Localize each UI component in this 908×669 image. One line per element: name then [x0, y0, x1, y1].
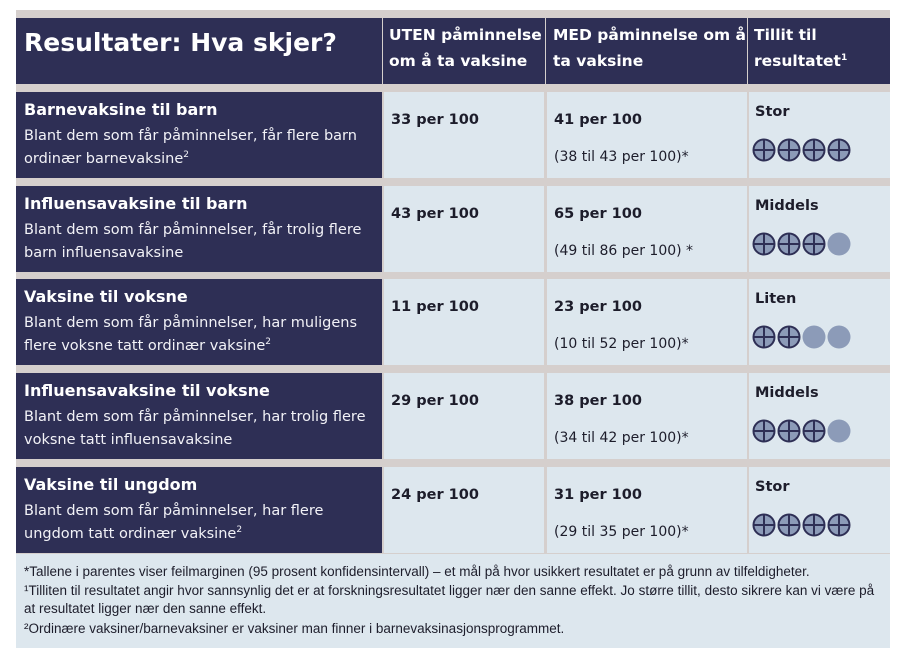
trust-dot-filled-icon	[777, 513, 801, 537]
outcome-label	[16, 279, 382, 365]
cell-trust	[749, 92, 890, 178]
outcome-description: Blant dem som får påminnelser, har muligens flere voksne tatt ordinær vaksine$^2$	[24, 315, 358, 354]
confidence-interval: (29 til 35 per 100)*	[554, 524, 689, 540]
cell-uten	[384, 467, 544, 553]
cell-med	[547, 373, 747, 459]
trust-level-label: Stor	[755, 104, 790, 120]
confidence-interval: (38 til 43 per 100)*	[554, 149, 689, 165]
trust-dot-filled-icon	[827, 513, 851, 537]
trust-dot-filled-icon	[802, 138, 826, 162]
trust-dot-filled-icon	[752, 513, 776, 537]
cell-med	[547, 467, 747, 553]
footnote-trust: ¹Tilliten til resultatet angir hvor sannsynlig det er at forskningsresultatet ligger nær den sanne effekt. Jo større tillit, desto sikrere kan vi være på at resultatet ligger nær den sanne effekt.	[24, 583, 875, 616]
trust-dot-filled-icon	[752, 419, 776, 443]
cell-uten	[384, 186, 544, 272]
cell-uten	[384, 92, 544, 178]
cell-trust	[749, 186, 890, 272]
value-med: 23 per 100	[554, 299, 642, 315]
outcome-title: Influensavaksine til barn	[24, 194, 248, 213]
cell-trust	[749, 467, 890, 553]
trust-dot-empty-icon	[827, 419, 851, 443]
cell-uten	[384, 279, 544, 365]
outcome-label	[16, 467, 382, 553]
trust-dot-empty-icon	[827, 232, 851, 256]
trust-dot-filled-icon	[752, 325, 776, 349]
trust-dot-filled-icon	[802, 513, 826, 537]
cell-trust	[749, 279, 890, 365]
trust-dot-filled-icon	[777, 419, 801, 443]
header-divider	[545, 18, 546, 84]
cell-med	[547, 186, 747, 272]
result-row	[16, 373, 890, 459]
trust-level-label: Middels	[755, 198, 819, 214]
outcome-description: Blant dem som får påminnelser, får trolig flere barn influensavaksine	[24, 222, 362, 261]
value-med: 65 per 100	[554, 206, 642, 222]
confidence-interval: (49 til 86 per 100) *	[554, 243, 694, 259]
table-header	[16, 18, 890, 84]
outcome-title: Influensavaksine til voksne	[24, 381, 270, 400]
outcome-description: Blant dem som får påminnelser, får flere barn ordinær barnevaksine$^2$	[24, 128, 357, 167]
cell-trust	[749, 373, 890, 459]
trust-dot-filled-icon	[777, 232, 801, 256]
value-med: 31 per 100	[554, 487, 642, 503]
outcome-label	[16, 92, 382, 178]
trust-dot-filled-icon	[777, 325, 801, 349]
value-uten: 24 per 100	[391, 487, 479, 503]
confidence-interval: (10 til 52 per 100)*	[554, 336, 689, 352]
trust-dot-filled-icon	[802, 232, 826, 256]
value-uten: 43 per 100	[391, 206, 479, 222]
header-divider	[382, 18, 383, 84]
trust-level-label: Middels	[755, 385, 819, 401]
trust-dot-filled-icon	[777, 138, 801, 162]
page-title: Resultater: Hva skjer?	[24, 28, 337, 57]
cell-med	[547, 279, 747, 365]
trust-level-label: Stor	[755, 479, 790, 495]
value-med: 38 per 100	[554, 393, 642, 409]
value-uten: 11 per 100	[391, 299, 479, 315]
trust-dot-empty-icon	[802, 325, 826, 349]
value-med: 41 per 100	[554, 112, 642, 128]
result-row	[16, 92, 890, 178]
trust-dot-filled-icon	[802, 419, 826, 443]
header-med: MED påminnelse om å ta vaksine	[553, 26, 746, 70]
confidence-interval: (34 til 42 per 100)*	[554, 430, 689, 446]
result-row	[16, 186, 890, 272]
trust-level-label: Liten	[755, 291, 797, 307]
value-uten: 29 per 100	[391, 393, 479, 409]
trust-dot-filled-icon	[752, 232, 776, 256]
trust-dot-empty-icon	[827, 325, 851, 349]
value-uten: 33 per 100	[391, 112, 479, 128]
outcome-description: Blant dem som får påminnelser, har trolig flere voksne tatt influensavaksine	[24, 409, 366, 448]
outcome-title: Vaksine til voksne	[24, 287, 188, 306]
trust-dot-filled-icon	[752, 138, 776, 162]
footnote-ci: *Tallene i parentes viser feilmarginen (95 prosent konfidensintervall) – et mål på hvor usikkert resultatet er på grunn av tilfeldigheter.	[24, 564, 810, 579]
header-trust: Tillit til resultatet$^1$	[754, 26, 848, 70]
cell-med	[547, 92, 747, 178]
footnotes	[16, 554, 890, 648]
outcome-description: Blant dem som får påminnelser, har flere ungdom tatt ordinær vaksine$^2$	[24, 503, 324, 542]
outcome-title: Vaksine til ungdom	[24, 475, 198, 494]
outcome-label	[16, 186, 382, 272]
cell-uten	[384, 373, 544, 459]
trust-dot-filled-icon	[827, 138, 851, 162]
header-divider	[747, 18, 748, 84]
header-uten: UTEN påminnelse om å ta vaksine	[389, 26, 542, 70]
footnote-ordinary: ²Ordinære vaksiner/barnevaksiner er vaksiner man finner i barnevaksinasjonsprogrammet.	[24, 621, 565, 636]
outcome-title: Barnevaksine til barn	[24, 100, 218, 119]
result-row	[16, 279, 890, 365]
result-row	[16, 467, 890, 553]
outcome-label	[16, 373, 382, 459]
